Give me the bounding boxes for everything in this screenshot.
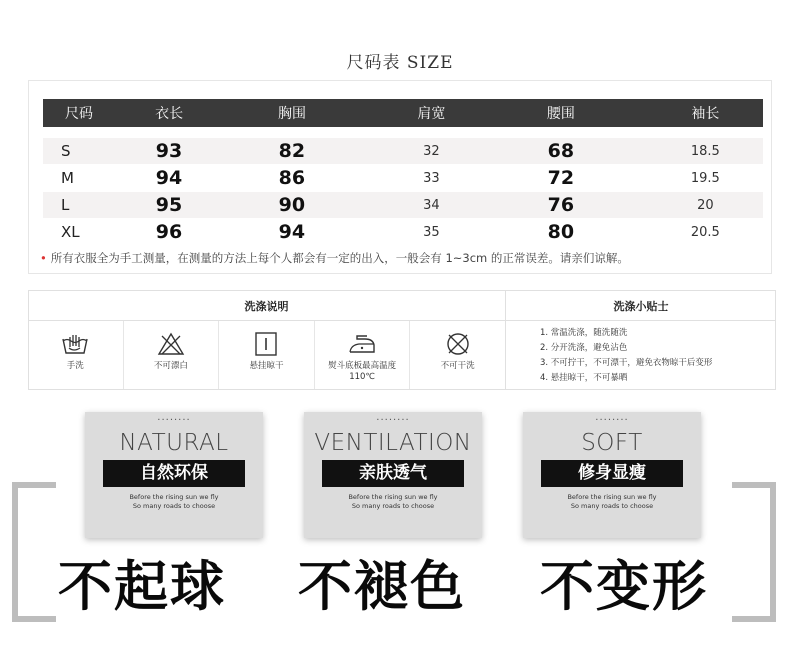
cell-sleeve: 20 <box>697 197 714 213</box>
table-row <box>43 219 763 245</box>
slogan-no-fading: 不褪色 <box>298 555 466 618</box>
cell-shoulder: 35 <box>423 224 440 240</box>
cell-size: XL <box>61 223 80 241</box>
feature-tagline <box>85 493 263 511</box>
cell-waist: 80 <box>547 221 575 243</box>
header-waist: 腰围 <box>546 106 575 122</box>
tagline-line: Before the rising sun we fly <box>129 493 219 501</box>
wash-label: 悬挂晾干 <box>249 361 284 371</box>
hand-wash-icon <box>60 331 90 357</box>
cell-waist: 68 <box>547 140 575 162</box>
header-size: 尺码 <box>65 106 93 122</box>
cell-chest: 86 <box>278 167 306 189</box>
feature-card-natural <box>85 412 263 538</box>
feature-title-en: NATURAL <box>119 430 229 456</box>
tagline-line: Before the rising sun we fly <box>567 493 657 501</box>
wash-tips-list <box>540 326 712 386</box>
bullet-icon: • <box>40 251 47 265</box>
note-text: 所有衣服全为手工测量，在测量的方法上每个人都会有一定的出入，一般会有 1~3cm 的正常误差。请亲们谅解。 <box>50 251 629 265</box>
wash-item <box>219 321 315 389</box>
wash-label: 熨斗底板最高温度110℃ <box>328 361 397 382</box>
wash-instructions-title: 洗涤说明 <box>28 291 506 321</box>
feature-card-soft <box>523 412 701 538</box>
tagline-line: Before the rising sun we fly <box>348 493 438 501</box>
wash-label: 手洗 <box>66 361 84 371</box>
feature-title-en: SOFT <box>581 430 643 456</box>
feature-title-cn: 亲肤透气 <box>322 460 464 487</box>
slogan-no-pilling: 不起球 <box>58 555 226 618</box>
cell-waist: 76 <box>547 194 575 216</box>
wash-icons-row <box>28 321 506 389</box>
tip-item: 3. 不可拧干，不可漂干，避免衣物晾干后变形 <box>540 358 713 368</box>
no-bleach-icon <box>156 331 186 357</box>
cell-length: 94 <box>155 167 183 189</box>
cell-waist: 72 <box>547 167 575 189</box>
wash-item <box>124 321 220 389</box>
left-bracket <box>12 482 56 622</box>
slogan-no-deform: 不变形 <box>540 555 708 618</box>
cell-length: 96 <box>155 221 183 243</box>
cell-chest: 90 <box>278 194 306 216</box>
feature-title-en: VENTILATION <box>314 430 472 456</box>
hang-dry-icon <box>251 331 281 357</box>
tagline-line: So many roads to choose <box>351 502 435 510</box>
cell-shoulder: 32 <box>423 143 440 159</box>
tip-item: 1. 常温洗涤，随洗随洗 <box>540 328 628 338</box>
tagline-line: So many roads to choose <box>132 502 216 510</box>
tip-item: 2. 分开洗涤，避免沾色 <box>540 343 628 353</box>
feature-tagline <box>304 493 482 511</box>
cell-length: 95 <box>155 194 183 216</box>
wash-label: 不可干洗 <box>440 361 475 371</box>
table-row <box>43 165 763 191</box>
cell-length: 93 <box>155 140 183 162</box>
page-title: 尺码表 SIZE <box>346 53 454 73</box>
cell-shoulder: 34 <box>423 197 440 213</box>
size-table-header <box>43 99 763 127</box>
header-chest: 胸围 <box>277 106 306 122</box>
dots-decoration: ........ <box>157 412 191 423</box>
cell-sleeve: 20.5 <box>690 224 720 240</box>
wash-label: 不可漂白 <box>153 361 188 371</box>
cell-chest: 82 <box>278 140 306 162</box>
cell-shoulder: 33 <box>423 170 440 186</box>
dots-decoration: ........ <box>376 412 410 423</box>
wash-tips-title: 洗涤小贴士 <box>506 291 776 321</box>
dots-decoration: ........ <box>595 412 629 423</box>
cell-size: S <box>61 142 71 160</box>
iron-icon <box>347 331 377 357</box>
wash-item <box>315 321 411 389</box>
cell-sleeve: 19.5 <box>690 170 720 186</box>
header-shoulder: 肩宽 <box>417 106 446 122</box>
cell-chest: 94 <box>278 221 306 243</box>
table-row <box>43 138 763 164</box>
cell-size: M <box>61 169 74 187</box>
measurement-note <box>40 250 780 266</box>
feature-title-cn: 自然环保 <box>103 460 245 487</box>
wash-item <box>410 321 505 389</box>
feature-title-cn: 修身显瘦 <box>541 460 683 487</box>
feature-card-ventilation <box>304 412 482 538</box>
header-sleeve: 袖长 <box>691 106 720 122</box>
tip-item: 4. 悬挂晾干，不可暴晒 <box>540 373 628 383</box>
cell-size: L <box>61 196 70 214</box>
tagline-line: So many roads to choose <box>570 502 654 510</box>
table-row <box>43 192 763 218</box>
header-length: 衣长 <box>155 106 184 122</box>
right-bracket <box>732 482 776 622</box>
feature-tagline <box>523 493 701 511</box>
no-dry-clean-icon <box>443 331 473 357</box>
cell-sleeve: 18.5 <box>690 143 720 159</box>
wash-item <box>28 321 124 389</box>
